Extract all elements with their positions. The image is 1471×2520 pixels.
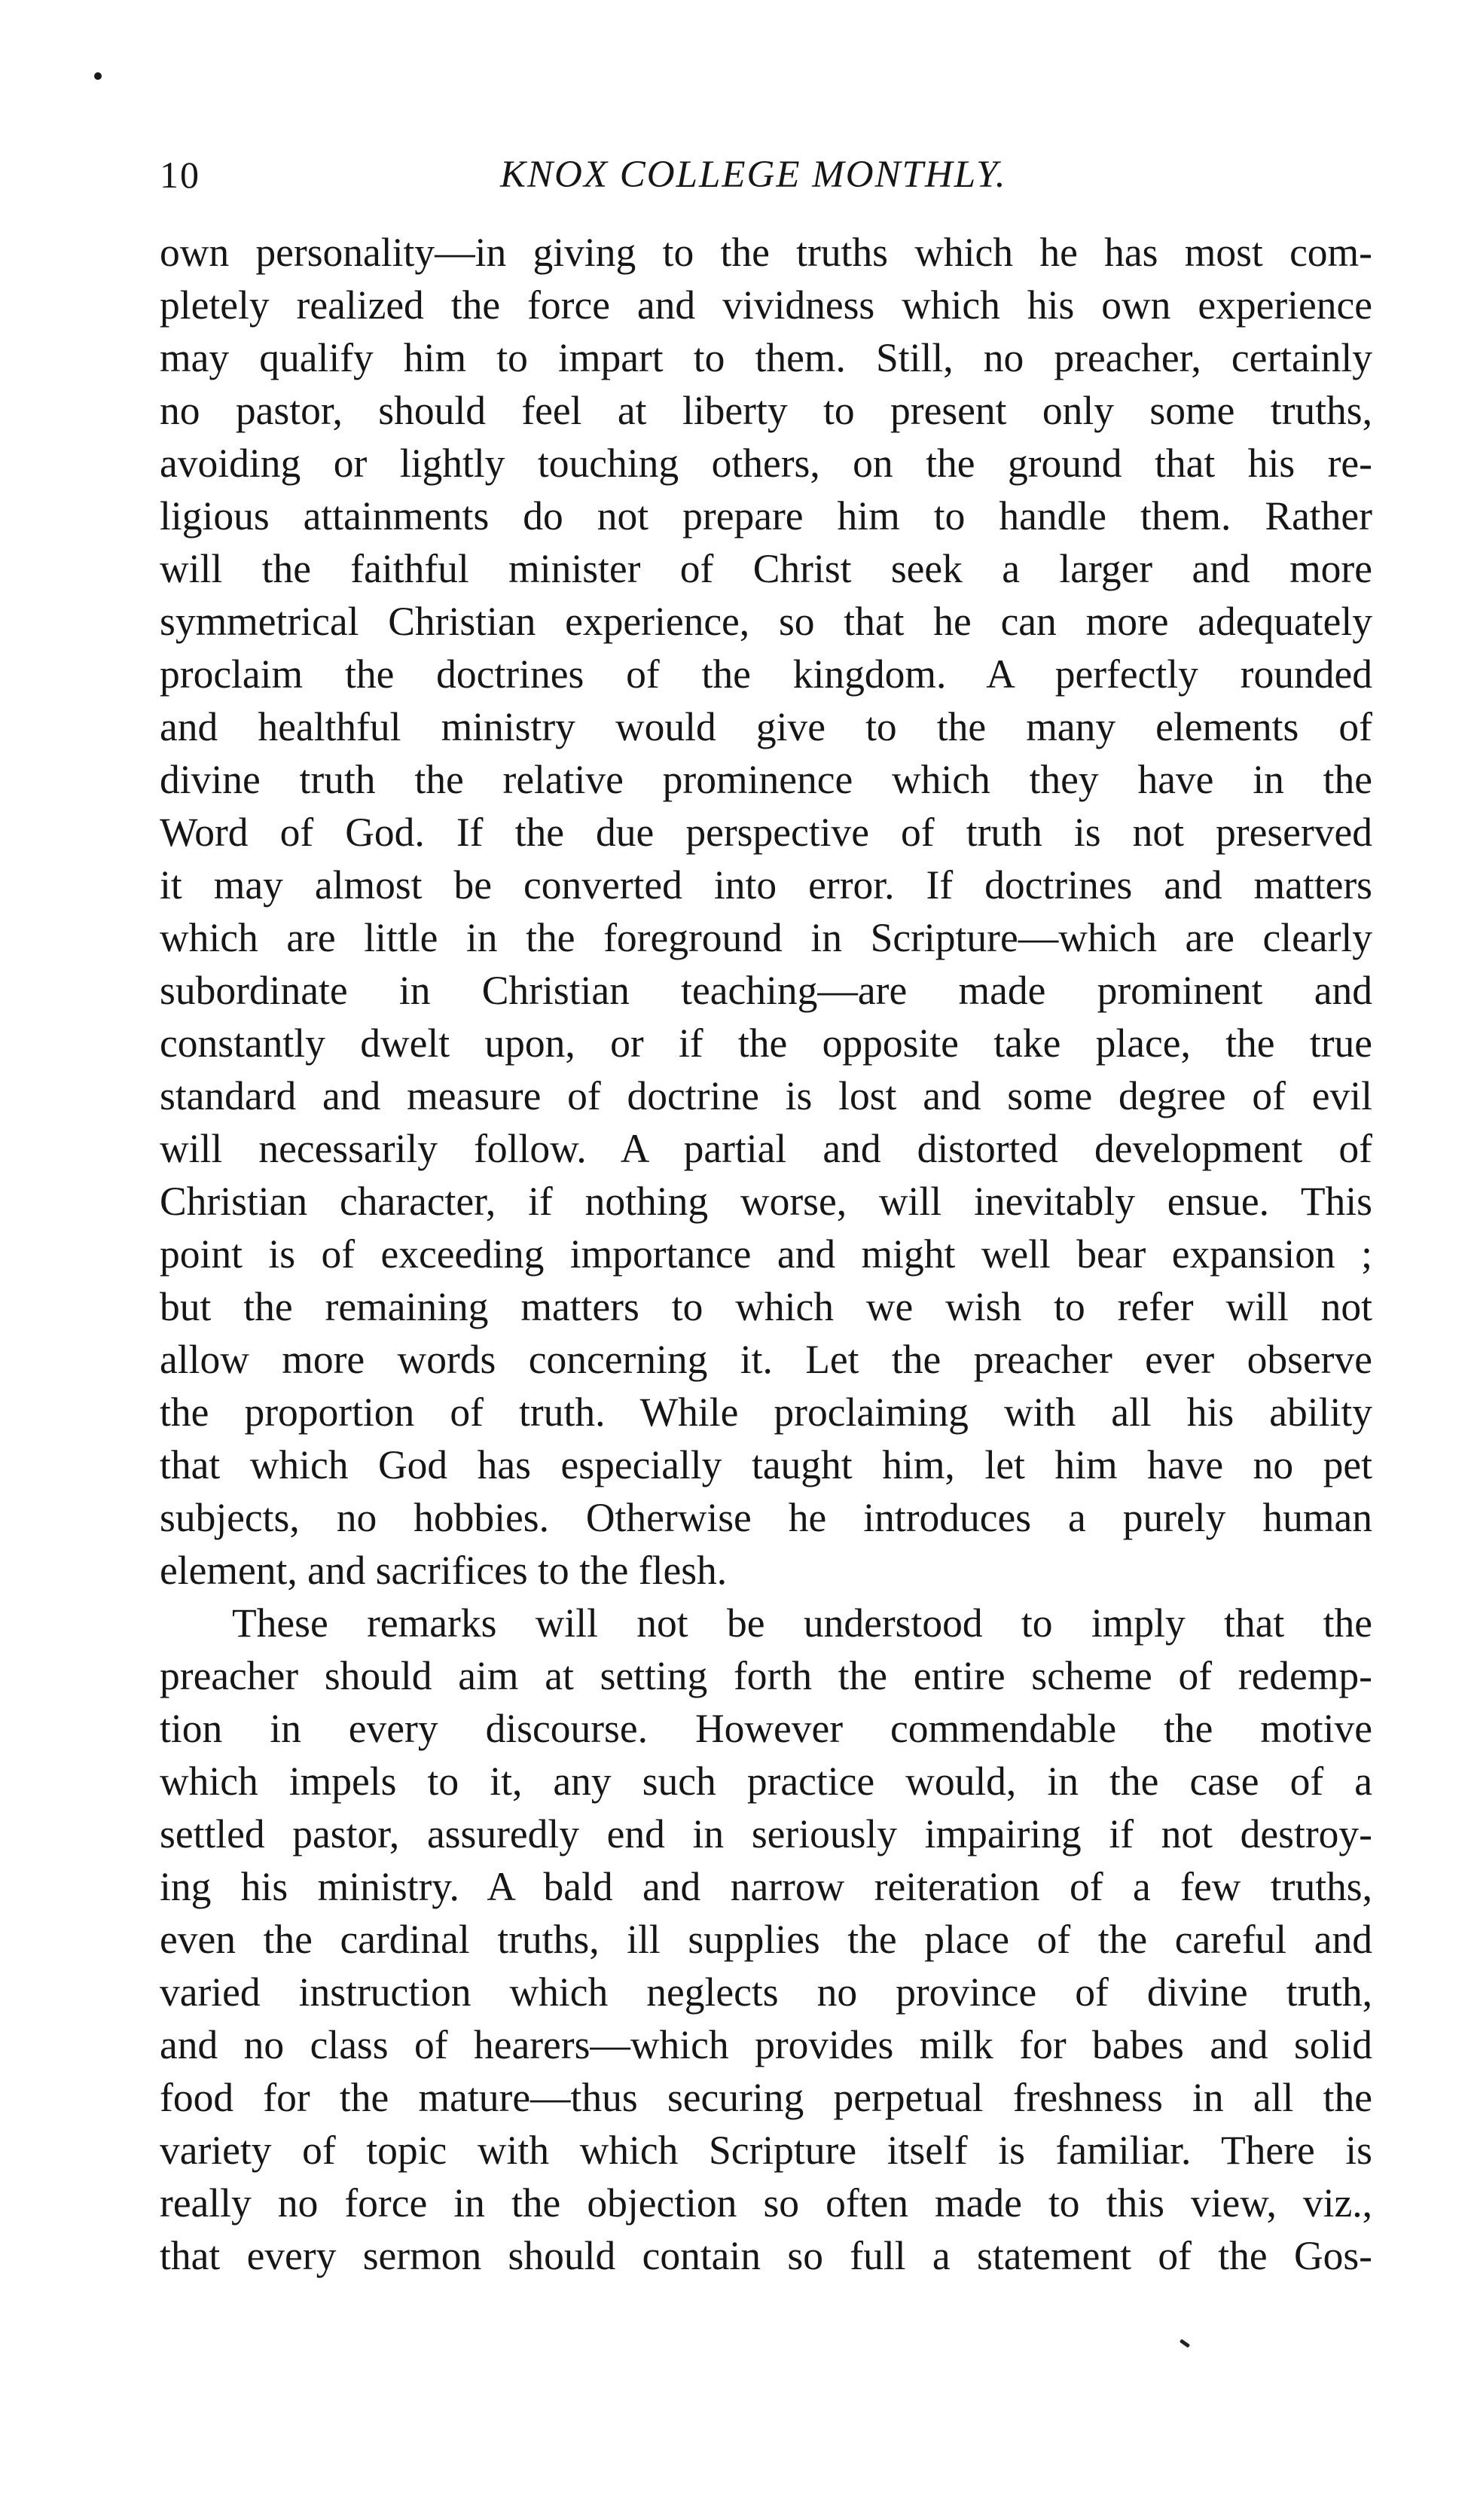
text-line: which are little in the foreground in Scripture—which are clearly — [160, 915, 1372, 960]
text-line: food for the mature—thus securing perpetual freshness in all the — [160, 2075, 1372, 2120]
text-line: which impels to it, any such practice would, in the case of a — [160, 1759, 1372, 1804]
paragraph — [160, 1597, 1372, 2282]
text-line: but the remaining matters to which we wish to refer will not — [160, 1284, 1372, 1329]
text-line: will the faithful minister of Christ seek a larger and more — [160, 546, 1372, 591]
text-line: ing his ministry. A bald and narrow reiteration of a few truths, — [160, 1864, 1372, 1909]
print-speck — [94, 72, 102, 80]
text-line: pletely realized the force and vividness which his own experience — [160, 282, 1372, 328]
text-line: it may almost be converted into error. If doctrines and matters — [160, 862, 1372, 908]
text-line: no pastor, should feel at liberty to present only some truths, — [160, 388, 1372, 433]
text-line: standard and measure of doctrine is lost and some degree of evil — [160, 1073, 1372, 1118]
text-line: subjects, no hobbies. Otherwise he introduces a purely human — [160, 1495, 1372, 1540]
page-header — [160, 148, 1372, 202]
text-line: even the cardinal truths, ill supplies the place of the careful and — [160, 1917, 1372, 1962]
text-line: settled pastor, assuredly end in seriously impairing if not destroy- — [160, 1811, 1372, 1856]
text-line: really no force in the objection so often made to this view, viz., — [160, 2180, 1372, 2226]
text-line: tion in every discourse. However commendable the motive — [160, 1706, 1372, 1751]
text-line: point is of exceeding importance and might well bear expansion ; — [160, 1231, 1372, 1277]
text-line: Word of God. If the due perspective of truth is not preserved — [160, 810, 1372, 855]
body-text — [160, 226, 1372, 2282]
text-line: that which God has especially taught him, let him have no pet — [160, 1442, 1372, 1487]
text-line: subordinate in Christian teaching—are made prominent and — [160, 968, 1372, 1013]
text-line: and no class of hearers—which provides milk for babes and solid — [160, 2022, 1372, 2067]
print-mark — [1180, 2338, 1190, 2348]
text-line: own personality—in giving to the truths which he has most com- — [160, 230, 1372, 275]
text-line: avoiding or lightly touching others, on the ground that his re- — [160, 441, 1372, 486]
text-line: Christian character, if nothing worse, will inevitably ensue. This — [160, 1179, 1372, 1224]
text-line: may qualify him to impart to them. Still, no preacher, certainly — [160, 335, 1372, 380]
text-line: will necessarily follow. A partial and distorted development of — [160, 1126, 1372, 1171]
text-line: symmetrical Christian experience, so that he can more adequately — [160, 599, 1372, 644]
text-line: divine truth the relative prominence which they have in the — [160, 757, 1372, 802]
text-line: that every sermon should contain so full a statement of the Gos- — [160, 2233, 1372, 2278]
text-line: allow more words concerning it. Let the preacher ever observe — [160, 1337, 1372, 1382]
text-line: preacher should aim at setting forth the entire scheme of redemp- — [160, 1653, 1372, 1698]
paragraph — [160, 226, 1372, 1597]
text-line: and healthful ministry would give to the many elements of — [160, 704, 1372, 749]
text-line: proclaim the doctrines of the kingdom. A perfectly rounded — [160, 651, 1372, 697]
text-line: varied instruction which neglects no province of divine truth, — [160, 1969, 1372, 2015]
text-line: variety of topic with which Scripture itself is familiar. There is — [160, 2128, 1372, 2173]
running-title: KNOX COLLEGE MONTHLY. — [500, 154, 1007, 196]
text-line: ligious attainments do not prepare him to handle them. Rather — [160, 493, 1372, 538]
text-line: These remarks will not be understood to imply that the — [232, 1600, 1372, 1646]
text-line: the proportion of truth. While proclaiming with all his ability — [160, 1390, 1372, 1435]
text-line: element, and sacrifices to the flesh. — [160, 1548, 728, 1593]
page-number: 10 — [160, 154, 200, 196]
text-line: constantly dwelt upon, or if the opposite take place, the true — [160, 1021, 1372, 1066]
